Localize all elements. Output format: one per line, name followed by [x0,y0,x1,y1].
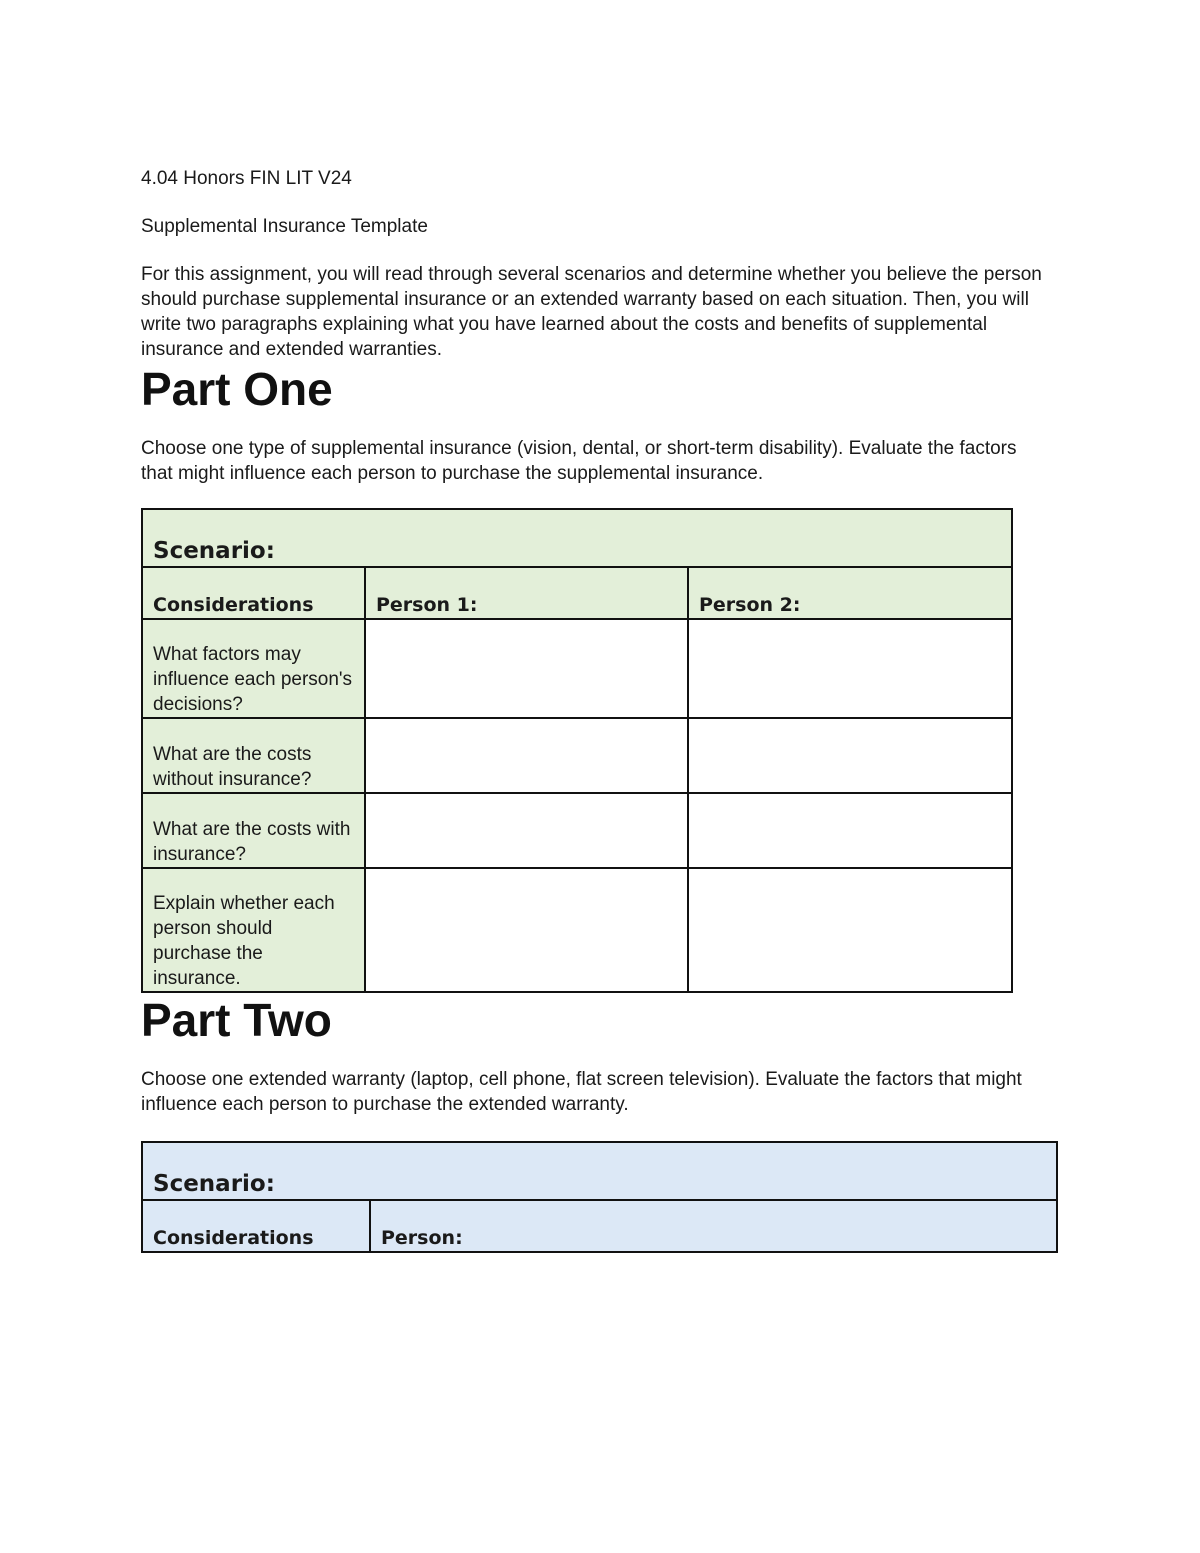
part-one-description: Choose one type of supplemental insurance (vision, dental, or short-term disability). Evaluate the factors that might influence each person to purchase the supplemental insurance. [141,438,1017,484]
answer-cell-person-1[interactable] [365,868,688,992]
answer-cell-person-1[interactable] [365,793,688,868]
answer-cell-person-1[interactable] [365,718,688,793]
question-costs-with: What are the costs with insurance? [142,793,365,868]
course-title: 4.04 Honors FIN LIT V24 [141,168,352,189]
scenario-label: Scenario: [142,509,1012,567]
part-two-description: Choose one extended warranty (laptop, cell phone, flat screen television). Evaluate the factors that might influence each person to purchase the extended warranty. [141,1069,1022,1115]
template-title: Supplemental Insurance Template [141,216,428,237]
scenario-label: Scenario: [142,1142,1057,1200]
column-header-person-1: Person 1: [365,567,688,619]
part-one-table [141,508,1013,993]
part-two-heading: Part Two [141,994,332,1046]
column-header-considerations: Considerations [142,1200,370,1252]
answer-cell-person-2[interactable] [688,718,1012,793]
column-header-person-2: Person 2: [688,567,1012,619]
answer-cell-person-1[interactable] [365,619,688,718]
question-costs-without: What are the costs without insurance? [142,718,365,793]
column-header-person: Person: [370,1200,1057,1252]
document-page [141,166,1061,1253]
column-header-considerations: Considerations [142,567,365,619]
assignment-intro: For this assignment, you will read through several scenarios and determine whether you believe the person should purchase supplemental insurance or an extended warranty based on each situation. Then, you will write two paragraphs explaining what you have learned about the costs and benefits of supplemental insurance and extended warranties. [141,264,1042,360]
part-two-table [141,1141,1058,1253]
question-explain-purchase: Explain whether each person should purchase the insurance. [142,868,365,992]
part-one-heading: Part One [141,363,333,415]
answer-cell-person-2[interactable] [688,793,1012,868]
answer-cell-person-2[interactable] [688,619,1012,718]
answer-cell-person-2[interactable] [688,868,1012,992]
question-factors: What factors may influence each person's decisions? [142,619,365,718]
